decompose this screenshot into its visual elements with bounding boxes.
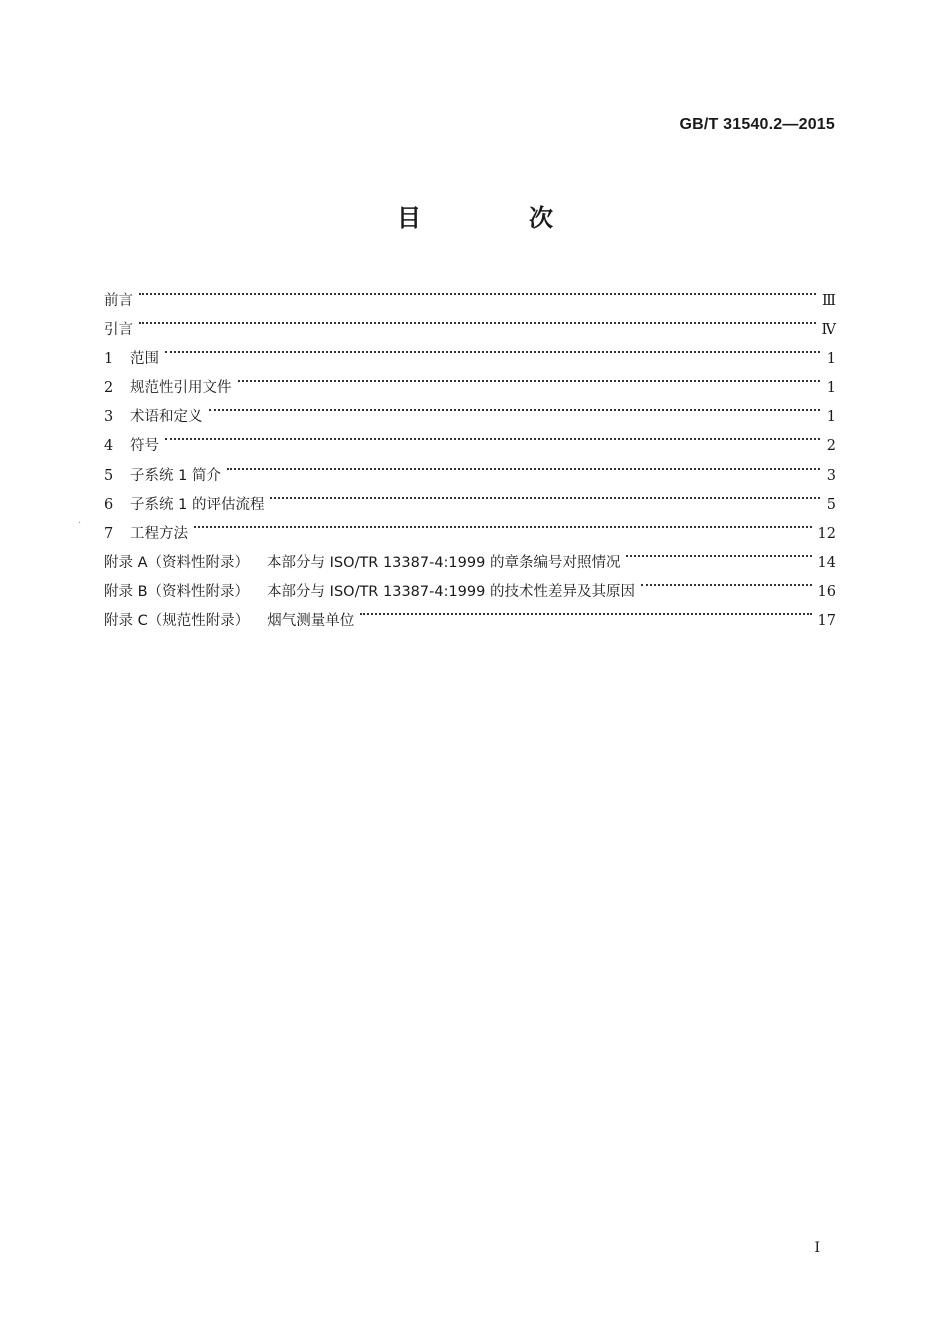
- toc-entry[interactable]: [104, 363, 836, 397]
- scan-mark: ·: [78, 518, 82, 529]
- toc-entry-page: Ⅳ: [821, 322, 836, 339]
- toc-entry-page: 1: [826, 380, 836, 397]
- toc-annex-prefix: 附录 C（规范性附录）: [104, 613, 250, 630]
- toc-entry-label: 烟气测量单位: [267, 613, 355, 630]
- toc-entry-label: 子系统 1 的评估流程: [130, 496, 265, 513]
- toc-leader-dots: [227, 451, 820, 480]
- toc-entry[interactable]: [104, 334, 836, 368]
- toc-leader-dots: [209, 392, 821, 421]
- toc-entry-page: 17: [817, 613, 836, 630]
- toc-entry-label: 引言: [104, 322, 133, 339]
- toc-entry[interactable]: [104, 392, 836, 426]
- toc-entry-label: 工程方法: [130, 525, 188, 542]
- toc-entry[interactable]: [104, 509, 836, 542]
- toc-leader-dots: [360, 596, 811, 625]
- toc-entry-label: 术语和定义: [130, 409, 203, 426]
- toc-entry-label: 本部分与 ISO/TR 13387-4:1999 的章条编号对照情况: [267, 554, 621, 571]
- toc-leader-dots: [165, 421, 820, 450]
- toc-entry-page: 16: [817, 583, 836, 600]
- toc-title: 目 次: [397, 204, 595, 232]
- toc-entry[interactable]: [104, 451, 836, 484]
- toc-leader-dots: [270, 480, 820, 509]
- toc-entry[interactable]: [104, 538, 836, 571]
- toc-entry-page: 12: [817, 525, 836, 542]
- toc-entry-number: 3: [104, 409, 114, 426]
- toc-leader-dots: [165, 334, 820, 363]
- toc-entry[interactable]: [104, 421, 836, 455]
- toc-entry[interactable]: [104, 276, 836, 309]
- toc-entry-number: 2: [104, 380, 114, 397]
- toc-entry-label: 子系统 1 简介: [130, 467, 221, 484]
- toc-entry-label: 本部分与 ISO/TR 13387-4:1999 的技术性差异及其原因: [267, 583, 635, 600]
- toc-entry-page: 3: [826, 467, 836, 484]
- toc-entry-page: 1: [826, 351, 836, 368]
- toc-leader-dots: [238, 363, 821, 392]
- toc-entry-number: 7: [104, 525, 114, 542]
- toc-entry-page: 2: [826, 438, 836, 455]
- toc-entry-label: 规范性引用文件: [130, 380, 232, 397]
- toc-entry[interactable]: [104, 305, 836, 339]
- toc-entry-page: Ⅲ: [822, 293, 836, 309]
- toc-annex-prefix: 附录 A（资料性附录）: [104, 554, 250, 571]
- toc-entry-number: 5: [104, 467, 114, 484]
- table-of-contents: [104, 276, 836, 630]
- toc-leader-dots: [194, 509, 812, 538]
- toc-entry-label: 范围: [130, 351, 159, 368]
- toc-entry-number: 6: [104, 496, 114, 513]
- toc-entry-page: 1: [826, 409, 836, 426]
- toc-entry-label: 前言: [104, 293, 133, 309]
- toc-annex-prefix: 附录 B（资料性附录）: [104, 583, 250, 600]
- toc-entry-number: 4: [104, 438, 114, 455]
- toc-entry-label: 符号: [130, 438, 159, 455]
- page-number: I: [814, 1240, 820, 1256]
- standard-code: GB/T 31540.2—2015: [679, 116, 835, 133]
- toc-leader-dots: [139, 276, 816, 305]
- toc-leader-dots: [641, 567, 812, 596]
- toc-entry-page: 14: [817, 554, 836, 571]
- toc-entry-page: 5: [826, 496, 836, 513]
- toc-leader-dots: [626, 538, 811, 567]
- toc-entry-number: 1: [104, 351, 114, 368]
- toc-leader-dots: [139, 305, 816, 334]
